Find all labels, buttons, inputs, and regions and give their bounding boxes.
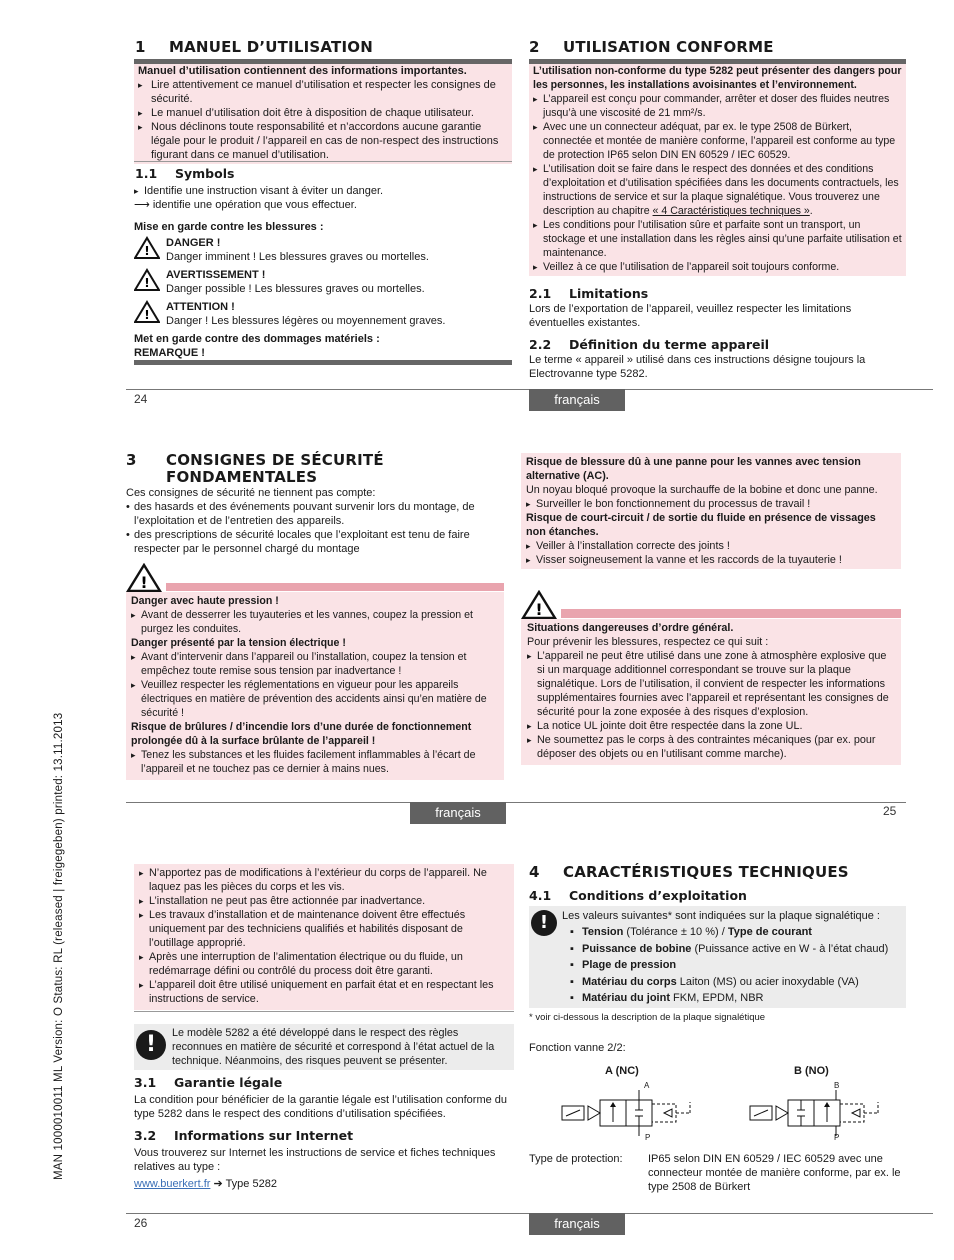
section-divider bbox=[134, 360, 512, 365]
exclamation-icon: ! bbox=[531, 910, 557, 936]
list-item: ▸ L’appareil est conçu pour commander, arrêter et doser des fluides neutres jusqu’à une viscosité de 21 mm²/s. bbox=[533, 92, 902, 120]
info-box-utilisation: L’utilisation non-conforme du type 5282 peut présenter des dangers pour les personnes, les installations avoisinantes et l’environnement. ▸ L’appareil est conçu pour commander, arrêter et doser des fluides neutres jusqu’à une viscosité de 21 mm²/s. ▸ Avec une un connecteur adéquat, par ex. le type 2508 de Bürkert, connectée et montée de manière conforme, l’appareil est conforme au type de protection IP65 selon DIN EN 60529 / IEC 60529. ▸ L’utilisation doit se faire dans le respect des données et des conditions d’exploitation et d’utilisation spécifiées dans les documents contractuels, les instructions de service et sur la plaque signalétique. Vous trouverez une description au chapitre « 4 Caractéristiques techniques ». ▸ Les conditions pour l’utilisation sûre et parfaite sont un transport, un stockage et une installation dans les règles ainsi qu’une parfaite utilisation et maintenance. ▸ Veillez à ce que l’utilisation de l’appareil soit toujours conforme. bbox=[529, 64, 906, 276]
port-label-p: P bbox=[645, 1133, 651, 1142]
list-item: ▪ Puissance de bobine (Puissance active en W - à l’état chaud) bbox=[570, 941, 902, 957]
list-item: ▸ L’utilisation doit se faire dans le respect des données et des conditions d’exploitation et d’utilisation spécifiées dans les documents contractuels, les instructions de service et sur la plaque signalétique. Vous trouverez une description au chapitre « 4 Caractéristiques techniques ». bbox=[533, 162, 902, 218]
modification-box bbox=[134, 864, 514, 1010]
list-item: ▸ Nous déclinons toute responsabilité et n’accordons aucune garantie légale pour le produit / l’appareil en cas de non-respect des instructions figurant dans ce manuel d’utilisation. bbox=[138, 120, 508, 162]
list-item: ▪ Matériau du joint FKM, EPDM, NBR bbox=[570, 990, 902, 1006]
subsection-3-2-heading: 3.2 Informations sur Internet bbox=[134, 1128, 354, 1143]
section-1-heading: 1 MANUEL D’UTILISATION bbox=[135, 38, 373, 56]
subsection-1-1-heading: 1.1 Symbols bbox=[135, 166, 235, 181]
internet-link-row: www.buerkert.fr ➔ Type 5282 bbox=[134, 1178, 277, 1190]
list-item: ▸ Avec une un connecteur adéquat, par ex. le type 2508 de Bürkert, connectée et montée de manière conforme, l’appareil est conforme au type de protection IP65 selon DIN EN 60529 / IEC 60529. bbox=[533, 120, 902, 162]
safety-warning-box: Danger avec haute pression ! ▸ Avant de desserrer les tuyauteries et les vannes, coupez la pression et purgez les conduites. Danger présenté par la tension électrique ! ▸ Avant d’intervenir dans l’appareil ou l’installation, coupez la tension et empêchez toute remise sous tension par inadvertance ! ▸ Veuillez respecter les réglementations en vigueur pour les appareils électriques en matière de prévention des accidents ainsi qu’en matière de sécurité ! Risque de brûlures / d’incendie lors d’une durée de fonctionnement prolongée dû à la surface brûlante de l’appareil ! ▸ Tenez les substances et les fluides facilement inflammables à l’écart de l’appareil et ne touchez pas ce dernier à mains nues. bbox=[126, 592, 504, 780]
port-label-a: A bbox=[644, 1081, 650, 1090]
list-item: ▸ Visser soigneusement la vanne et les raccords de la tuyauterie ! bbox=[526, 553, 896, 567]
list-item: ▸ La notice UL jointe doit être respectée dans la zone UL. bbox=[527, 719, 895, 733]
valve-no-symbol bbox=[748, 1082, 883, 1146]
port-label-p: P bbox=[834, 1133, 840, 1142]
chapter-4-link[interactable]: « 4 Caractéristiques techniques » bbox=[652, 205, 810, 217]
subsection-4-1-heading: 4.1 Conditions d’exploitation bbox=[529, 888, 747, 903]
note-box: ! Le modèle 5282 a été développé dans le respect des règles reconnues en matière de sécurité et correspond à l’état actuel de la technique. Néanmoins, des risques peuvent se présenter. bbox=[134, 1024, 514, 1070]
svg-text:!: ! bbox=[144, 276, 150, 290]
list-item: ▸ L’appareil ne peut être utilisé dans une zone à atmosphère explosive que si un marquage additionnel correspondant se trouve sur la plaque signalétique. Lors de l’utilisation, il convient de respecter les informations supplémentaires fournies avec l’appareil et représentant les consignes de sécurité pour la zone exposée à des risques d’explosion. bbox=[527, 649, 895, 719]
divider bbox=[134, 1011, 514, 1012]
svg-text:!: ! bbox=[144, 244, 150, 258]
port-label-b: B bbox=[834, 1081, 840, 1090]
list-item: ▸ Le manuel d’utilisation doit être à disposition de chaque utilisateur. bbox=[138, 106, 508, 120]
definition-text: Le terme « appareil » utilisé dans ces instructions désigne toujours la Electrovanne type 5282. bbox=[529, 354, 866, 380]
risk-box: Risque de blessure dû à une panne pour les vannes avec tension alternative (AC). Un noyau bloqué provoque la surchauffe de la bobine et donc une panne. ▸ Surveiller le bon fonctionnement du processus de travail ! Risque de court-circuit / de sortie du fluide en présence de vissages non étanches. ▸ Veiller à l’installation correcte des joints ! ▸ Visser soigneusement la vanne et les raccords de la tuyauterie ! bbox=[521, 453, 901, 569]
buerkert-link[interactable]: www.buerkert.fr bbox=[134, 1178, 211, 1190]
list-item: ▸ Surveiller le bon fonctionnement du processus de travail ! bbox=[526, 497, 896, 511]
garantie-text: La condition pour bénéficier de la garantie légale est l’utilisation conforme du type 5282 dans le respect des conditions d’utilisation spécifiées. bbox=[134, 1094, 508, 1120]
protection-label: Type de protection: bbox=[529, 1153, 623, 1165]
svg-text:!: ! bbox=[140, 573, 148, 592]
warning-bar bbox=[166, 583, 504, 591]
list-item: ▪ Matériau du corps Laiton (MS) ou acier inoxydable (VA) bbox=[570, 974, 902, 990]
valve-nc-symbol bbox=[560, 1082, 695, 1146]
valve-a-label: A (NC) bbox=[605, 1065, 639, 1077]
warning-bar bbox=[561, 609, 901, 618]
list-item: ▸ Après une interruption de l’alimentation électrique ou du fluide, un redémarrage défini ou contrôlé du process doit être garanti. bbox=[139, 950, 509, 978]
warning-triangle-icon bbox=[134, 236, 160, 264]
exclamation-icon: ! bbox=[136, 1030, 166, 1060]
section-2-heading: 2 UTILISATION CONFORME bbox=[529, 38, 774, 56]
list-item: ▸ Lire attentivement ce manuel d’utilisation et respecter les consignes de sécurité. bbox=[138, 78, 508, 106]
list-item: ▸ Ne soumettez pas le corps à des contraintes mécaniques (par ex. pour déposer des objets ou en l’utilisant comme marche). bbox=[527, 733, 895, 761]
info-box-manuel: Manuel d’utilisation contiennent des informations importantes. ▸ Lire attentivement ce manuel d’utilisation et respecter les consignes de sécurité. ▸ Le manuel d’utilisation doit être à disposition de chaque utilisateur. ▸ Nous déclinons toute responsabilité et n’accordons aucune garantie légale pour le produit / l’appareil en cas de non-respect des instructions figurant dans ce manuel d’utilisation. bbox=[134, 64, 512, 164]
warning-attention: ! ATTENTION ! Danger ! Les blessures légères ou moyennement graves. bbox=[134, 300, 512, 328]
arrow-right-icon: ➔ bbox=[213, 1178, 226, 1190]
list-item: ▸ L’appareil doit être utilisé uniquement en parfait état et en respectant les instructions de service. bbox=[139, 978, 509, 1006]
svg-text:!: ! bbox=[535, 600, 543, 619]
section-3-heading: 3 CONSIGNES DE SÉCURITÉ FONDAMENTALES bbox=[126, 451, 384, 486]
warning-avertissement: ! AVERTISSEMENT ! Danger possible ! Les blessures graves ou mortelles. bbox=[134, 268, 512, 296]
subsection-2-2-heading: 2.2 Définition du terme appareil bbox=[529, 337, 770, 352]
section-3-intro: Ces consignes de sécurité ne tiennent pas compte: • des hasards et des événements pouvant survenir lors du montage, de l’exploitation et de l’entretien des appareils. • des prescriptions de sécurité locales que l’exploitant est tenu de faire respecter par le personnel chargé du montage bbox=[126, 486, 506, 556]
page-footer-rule bbox=[126, 802, 906, 803]
footnote: * voir ci-dessous la description de la plaque signalétique bbox=[529, 1012, 766, 1023]
page-number: 25 bbox=[883, 804, 897, 818]
warning-danger: ! DANGER ! Danger imminent ! Les blessures graves ou mortelles. bbox=[134, 236, 512, 264]
list-item: ▸ Les travaux d’installation et de maintenance doivent être effectués uniquement par des techniciens qualifiés et habilités disposant de l’outillage approprié. bbox=[139, 908, 509, 950]
general-danger-box: Situations dangereuses d’ordre général. Pour prévenir les blessures, respectez ce qui suit : ▸ L’appareil ne peut être utilisé dans une zone à atmosphère explosive que si un marquage additionnel correspondant se trouve sur la plaque signalétique. Lors de l’utilisation, il convient de respecter les informations supplémentaires fournies avec l’appareil et représentant les consignes de sécurité pour la zone exposée à des risques d’explosion. ▸ La notice UL jointe doit être respectée dans la zone UL. ▸ Ne soumettez pas le corps à des contraintes mécaniques (par ex. pour déposer des objets ou en l’utilisant comme marche). bbox=[521, 619, 901, 765]
subsection-2-1-heading: 2.1 Limitations bbox=[529, 286, 649, 301]
language-tab: français bbox=[410, 802, 506, 824]
symbols-block: ▸ Identifie une instruction visant à éviter un danger. ⟶ identifie une opération que vous effectuer. Mise en garde contre les blessures : ! DANGER ! Danger imminent ! Les blessures graves ou mortelles. ! AVERTISSEMENT ! Danger possible ! Les blessures graves ou mortelles. ! ATTENTION ! Danger ! Les blessures légères ou moyennement graves. Met en garde contre des dommages matériels : REMARQUE ! bbox=[134, 184, 512, 360]
list-item: ▪ Plage de pression bbox=[570, 957, 902, 973]
list-item: ▸ N’apportez pas de modifications à l’extérieur du corps de l’appareil. Ne laquez pas les pièces du corps et les vis. bbox=[139, 866, 509, 894]
page-number: 24 bbox=[134, 392, 148, 406]
divider bbox=[134, 161, 512, 162]
list-item: ▸ Veiller à l’installation correcte des joints ! bbox=[526, 539, 896, 553]
list-item: ▸ Tenez les substances et les fluides facilement inflammables à l’écart de l’appareil et ne touchez pas ce dernier à mains nues. bbox=[131, 748, 499, 776]
warning-triangle-icon bbox=[134, 300, 160, 328]
conditions-box: ! Les valeurs suivantes* sont indiquées sur la plaque signalétique : ▪ Tension (Tolérance ± 10 %) / Type de courant ▪ Puissance de bobine (Puissance active en W - à l’état chaud) ▪ Plage de pression ▪ Matériau du corps Laiton (MS) ou acier inoxydable (VA) ▪ Matériau du joint FKM, EPDM, NBR bbox=[529, 906, 906, 1008]
list-item: ▸ L’installation ne peut pas être actionnée par inadvertance. bbox=[139, 894, 509, 908]
protection-text: IP65 selon DIN EN 60529 / IEC 60529 avec une connecteur montée de manière conforme, par ex. le type 2508 de Bürkert bbox=[648, 1153, 901, 1193]
fonction-label: Fonction vanne 2/2: bbox=[529, 1042, 626, 1054]
list-item: ▸ Veuillez respecter les réglementations en vigueur pour les appareils électriques en matière de prévention des accidents ainsi qu’en matière de sécurité ! bbox=[131, 678, 499, 720]
list-item: • des hasards et des événements pouvant survenir lors du montage, de l’exploitation et de l’entretien des appareils. bbox=[126, 500, 506, 528]
list-item: ▪ Tension (Tolérance ± 10 %) / Type de courant bbox=[570, 924, 902, 940]
list-item: ▸ Avant d’intervenir dans l’appareil ou l’installation, coupez la tension et empêchez toute remise sous tension par inadvertance ! bbox=[131, 650, 499, 678]
limitations-text: Lors de l’exportation de l’appareil, veuillez respecter les limitations éventuelles existantes. bbox=[529, 303, 852, 329]
list-item: ▸ Avant de desserrer les tuyauteries et les vannes, coupez la pression et purgez les conduites. bbox=[131, 608, 499, 636]
list-item: ▸ Les conditions pour l’utilisation sûre et parfaite sont un transport, un stockage et une installation dans les règles ainsi qu’une parfaite utilisation et maintenance. bbox=[533, 218, 902, 260]
print-status-sidebar: MAN 1000010011 ML Version: O Status: RL (released | freigegeben) printed: 13.11.2013 bbox=[53, 712, 65, 1180]
svg-text:!: ! bbox=[144, 308, 150, 322]
language-tab: français bbox=[529, 1213, 625, 1235]
internet-text: Vous trouverez sur Internet les instructions de service et fiches techniques relatives au type : bbox=[134, 1147, 496, 1173]
valve-b-label: B (NO) bbox=[794, 1065, 829, 1077]
subsection-3-1-heading: 3.1 Garantie légale bbox=[134, 1075, 283, 1090]
section-4-heading: 4 CARACTÉRISTIQUES TECHNIQUES bbox=[529, 863, 849, 881]
list-item: • des prescriptions de sécurité locales que l’exploitant est tenu de faire respecter par le personnel chargé du montage bbox=[126, 528, 506, 556]
warning-triangle-icon bbox=[134, 268, 160, 296]
arrow-right-icon: ⟶ bbox=[134, 199, 153, 211]
language-tab: français bbox=[529, 389, 625, 411]
list-item: ▸ Veillez à ce que l’utilisation de l’appareil soit toujours conforme. bbox=[533, 260, 902, 274]
page-number: 26 bbox=[134, 1216, 148, 1230]
